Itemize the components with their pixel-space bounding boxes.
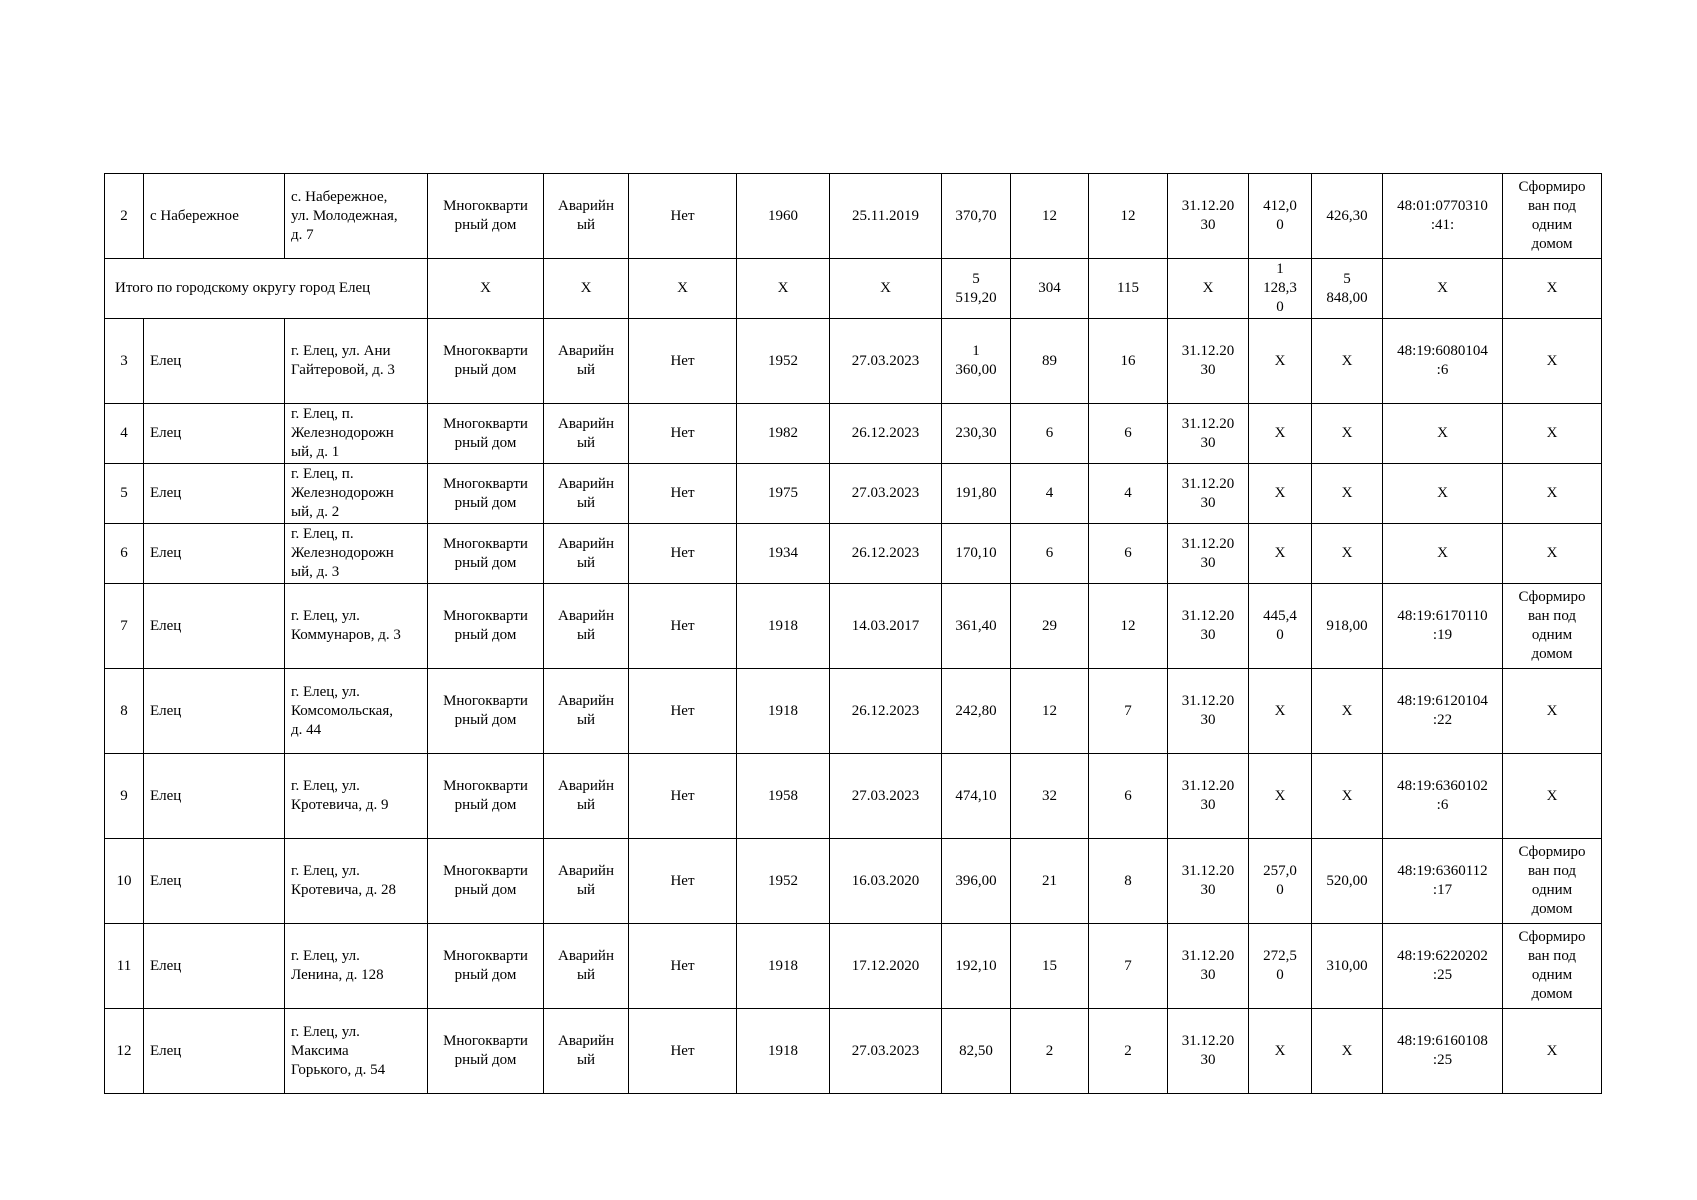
row-number: 10: [105, 839, 144, 924]
table-row: [105, 404, 1602, 464]
settlement-name: Елец: [144, 839, 285, 924]
build-year: 1918: [737, 924, 830, 1009]
rooms-count: 16: [1089, 319, 1168, 404]
total-building-condition: Х: [544, 259, 629, 319]
residents-count: 12: [1011, 669, 1089, 754]
build-year: 1918: [737, 669, 830, 754]
cadastral-number: 48:19:6170110 :19: [1383, 584, 1503, 669]
settlement-name: Елец: [144, 1009, 285, 1094]
recognition-date: 26.12.2023: [830, 524, 942, 584]
building-condition: Аварийн ый: [544, 839, 629, 924]
land-area: Х: [1249, 669, 1312, 754]
rooms-count: 12: [1089, 174, 1168, 259]
other-status: Нет: [629, 464, 737, 524]
residents-count: 12: [1011, 174, 1089, 259]
land-status: Сформиро ван под одним домом: [1503, 174, 1602, 259]
land-total: 310,00: [1312, 924, 1383, 1009]
rooms-count: 6: [1089, 524, 1168, 584]
resettlement-deadline: 31.12.20 30: [1168, 404, 1249, 464]
cadastral-number: Х: [1383, 404, 1503, 464]
land-total: Х: [1312, 669, 1383, 754]
land-total: Х: [1312, 464, 1383, 524]
total-residents-count: 304: [1011, 259, 1089, 319]
table-row: [105, 669, 1602, 754]
land-area: Х: [1249, 524, 1312, 584]
residents-count: 2: [1011, 1009, 1089, 1094]
rooms-count: 6: [1089, 404, 1168, 464]
building-condition: Аварийн ый: [544, 524, 629, 584]
building-type: Многокварти рный дом: [428, 524, 544, 584]
settlement-name: Елец: [144, 584, 285, 669]
residents-count: 32: [1011, 754, 1089, 839]
land-status: Х: [1503, 1009, 1602, 1094]
rooms-count: 4: [1089, 464, 1168, 524]
build-year: 1934: [737, 524, 830, 584]
settlement-name: Елец: [144, 669, 285, 754]
area: 82,50: [942, 1009, 1011, 1094]
address: г. Елец, ул. Ани Гайтеровой, д. 3: [285, 319, 428, 404]
build-year: 1958: [737, 754, 830, 839]
residents-count: 21: [1011, 839, 1089, 924]
building-condition: Аварийн ый: [544, 174, 629, 259]
other-status: Нет: [629, 669, 737, 754]
land-area: Х: [1249, 319, 1312, 404]
table-row: [105, 174, 1602, 259]
land-area: Х: [1249, 404, 1312, 464]
building-type: Многокварти рный дом: [428, 1009, 544, 1094]
land-area: 272,5 0: [1249, 924, 1312, 1009]
recognition-date: 26.12.2023: [830, 669, 942, 754]
building-condition: Аварийн ый: [544, 464, 629, 524]
building-type: Многокварти рный дом: [428, 174, 544, 259]
row-number: 7: [105, 584, 144, 669]
total-cadastral-number: Х: [1383, 259, 1503, 319]
rooms-count: 2: [1089, 1009, 1168, 1094]
row-number: 5: [105, 464, 144, 524]
land-area: 257,0 0: [1249, 839, 1312, 924]
recognition-date: 27.03.2023: [830, 319, 942, 404]
table-row: [105, 754, 1602, 839]
land-status: Х: [1503, 524, 1602, 584]
building-type: Многокварти рный дом: [428, 464, 544, 524]
residents-count: 89: [1011, 319, 1089, 404]
address: г. Елец, ул. Кротевича, д. 9: [285, 754, 428, 839]
area: 242,80: [942, 669, 1011, 754]
cadastral-number: 48:01:0770310 :41:: [1383, 174, 1503, 259]
land-status: Х: [1503, 319, 1602, 404]
area: 170,10: [942, 524, 1011, 584]
table-row: [105, 584, 1602, 669]
area: 1 360,00: [942, 319, 1011, 404]
address: г. Елец, ул. Кротевича, д. 28: [285, 839, 428, 924]
settlement-name: Елец: [144, 464, 285, 524]
building-type: Многокварти рный дом: [428, 584, 544, 669]
land-status: Х: [1503, 404, 1602, 464]
land-status: Сформиро ван под одним домом: [1503, 839, 1602, 924]
address: г. Елец, ул. Максима Горького, д. 54: [285, 1009, 428, 1094]
land-total: Х: [1312, 754, 1383, 839]
row-number: 4: [105, 404, 144, 464]
land-total: 520,00: [1312, 839, 1383, 924]
land-total: Х: [1312, 404, 1383, 464]
row-number: 8: [105, 669, 144, 754]
total-recognition-date: Х: [830, 259, 942, 319]
land-status: Сформиро ван под одним домом: [1503, 584, 1602, 669]
other-status: Нет: [629, 524, 737, 584]
build-year: 1918: [737, 584, 830, 669]
build-year: 1952: [737, 839, 830, 924]
housing-table: [104, 173, 1602, 1094]
area: 192,10: [942, 924, 1011, 1009]
land-status: Х: [1503, 754, 1602, 839]
cadastral-number: Х: [1383, 524, 1503, 584]
land-area: 412,0 0: [1249, 174, 1312, 259]
total-land-area: 1 128,3 0: [1249, 259, 1312, 319]
build-year: 1960: [737, 174, 830, 259]
total-area: 5 519,20: [942, 259, 1011, 319]
row-number: 2: [105, 174, 144, 259]
building-type: Многокварти рный дом: [428, 669, 544, 754]
land-total: Х: [1312, 1009, 1383, 1094]
land-area: Х: [1249, 1009, 1312, 1094]
residents-count: 6: [1011, 404, 1089, 464]
other-status: Нет: [629, 174, 737, 259]
land-total: 918,00: [1312, 584, 1383, 669]
residents-count: 4: [1011, 464, 1089, 524]
area: 396,00: [942, 839, 1011, 924]
build-year: 1918: [737, 1009, 830, 1094]
build-year: 1975: [737, 464, 830, 524]
address: г. Елец, п. Железнодорожн ый, д. 2: [285, 464, 428, 524]
rooms-count: 6: [1089, 754, 1168, 839]
area: 230,30: [942, 404, 1011, 464]
address: г. Елец, ул. Ленина, д. 128: [285, 924, 428, 1009]
land-status: Сформиро ван под одним домом: [1503, 924, 1602, 1009]
settlement-name: Елец: [144, 924, 285, 1009]
cadastral-number: Х: [1383, 464, 1503, 524]
building-type: Многокварти рный дом: [428, 839, 544, 924]
row-number: 11: [105, 924, 144, 1009]
build-year: 1982: [737, 404, 830, 464]
address: с. Набережное, ул. Молодежная, д. 7: [285, 174, 428, 259]
table-row: [105, 839, 1602, 924]
land-total: 426,30: [1312, 174, 1383, 259]
total-build-year: Х: [737, 259, 830, 319]
total-other-status: Х: [629, 259, 737, 319]
area: 361,40: [942, 584, 1011, 669]
resettlement-deadline: 31.12.20 30: [1168, 174, 1249, 259]
recognition-date: 16.03.2020: [830, 839, 942, 924]
row-number: 6: [105, 524, 144, 584]
recognition-date: 27.03.2023: [830, 1009, 942, 1094]
resettlement-deadline: 31.12.20 30: [1168, 669, 1249, 754]
other-status: Нет: [629, 1009, 737, 1094]
land-status: Х: [1503, 464, 1602, 524]
building-condition: Аварийн ый: [544, 669, 629, 754]
land-area: 445,4 0: [1249, 584, 1312, 669]
building-type: Многокварти рный дом: [428, 319, 544, 404]
area: 474,10: [942, 754, 1011, 839]
other-status: Нет: [629, 839, 737, 924]
building-condition: Аварийн ый: [544, 319, 629, 404]
table-body: [105, 174, 1602, 1094]
land-status: Х: [1503, 669, 1602, 754]
total-resettlement-deadline: Х: [1168, 259, 1249, 319]
land-total: Х: [1312, 319, 1383, 404]
other-status: Нет: [629, 584, 737, 669]
address: г. Елец, ул. Коммунаров, д. 3: [285, 584, 428, 669]
resettlement-deadline: 31.12.20 30: [1168, 839, 1249, 924]
table-row: [105, 1009, 1602, 1094]
resettlement-deadline: 31.12.20 30: [1168, 524, 1249, 584]
recognition-date: 26.12.2023: [830, 404, 942, 464]
resettlement-deadline: 31.12.20 30: [1168, 319, 1249, 404]
land-area: Х: [1249, 464, 1312, 524]
table-row: [105, 924, 1602, 1009]
settlement-name: Елец: [144, 404, 285, 464]
total-building-type: Х: [428, 259, 544, 319]
building-type: Многокварти рный дом: [428, 404, 544, 464]
cadastral-number: 48:19:6360102 :6: [1383, 754, 1503, 839]
build-year: 1952: [737, 319, 830, 404]
total-label: Итого по городскому округу город Елец: [105, 259, 428, 319]
building-condition: Аварийн ый: [544, 1009, 629, 1094]
rooms-count: 12: [1089, 584, 1168, 669]
rooms-count: 7: [1089, 669, 1168, 754]
total-land-status: Х: [1503, 259, 1602, 319]
building-condition: Аварийн ый: [544, 754, 629, 839]
residents-count: 6: [1011, 524, 1089, 584]
residents-count: 29: [1011, 584, 1089, 669]
table-row: [105, 464, 1602, 524]
resettlement-deadline: 31.12.20 30: [1168, 464, 1249, 524]
total-row: [105, 259, 1602, 319]
row-number: 12: [105, 1009, 144, 1094]
table-row: [105, 319, 1602, 404]
total-rooms-count: 115: [1089, 259, 1168, 319]
cadastral-number: 48:19:6220202 :25: [1383, 924, 1503, 1009]
rooms-count: 8: [1089, 839, 1168, 924]
building-type: Многокварти рный дом: [428, 754, 544, 839]
building-condition: Аварийн ый: [544, 924, 629, 1009]
settlement-name: Елец: [144, 524, 285, 584]
area: 191,80: [942, 464, 1011, 524]
recognition-date: 17.12.2020: [830, 924, 942, 1009]
address: г. Елец, ул. Комсомольская, д. 44: [285, 669, 428, 754]
row-number: 3: [105, 319, 144, 404]
building-condition: Аварийн ый: [544, 404, 629, 464]
resettlement-deadline: 31.12.20 30: [1168, 754, 1249, 839]
area: 370,70: [942, 174, 1011, 259]
land-total: Х: [1312, 524, 1383, 584]
recognition-date: 14.03.2017: [830, 584, 942, 669]
recognition-date: 25.11.2019: [830, 174, 942, 259]
resettlement-deadline: 31.12.20 30: [1168, 924, 1249, 1009]
rooms-count: 7: [1089, 924, 1168, 1009]
total-land-total: 5 848,00: [1312, 259, 1383, 319]
building-type: Многокварти рный дом: [428, 924, 544, 1009]
table-row: [105, 524, 1602, 584]
other-status: Нет: [629, 924, 737, 1009]
cadastral-number: 48:19:6360112 :17: [1383, 839, 1503, 924]
resettlement-deadline: 31.12.20 30: [1168, 584, 1249, 669]
address: г. Елец, п. Железнодорожн ый, д. 3: [285, 524, 428, 584]
settlement-name: с Набережное: [144, 174, 285, 259]
cadastral-number: 48:19:6160108 :25: [1383, 1009, 1503, 1094]
other-status: Нет: [629, 754, 737, 839]
other-status: Нет: [629, 319, 737, 404]
settlement-name: Елец: [144, 754, 285, 839]
residents-count: 15: [1011, 924, 1089, 1009]
row-number: 9: [105, 754, 144, 839]
cadastral-number: 48:19:6120104 :22: [1383, 669, 1503, 754]
cadastral-number: 48:19:6080104 :6: [1383, 319, 1503, 404]
land-area: Х: [1249, 754, 1312, 839]
building-condition: Аварийн ый: [544, 584, 629, 669]
recognition-date: 27.03.2023: [830, 754, 942, 839]
settlement-name: Елец: [144, 319, 285, 404]
address: г. Елец, п. Железнодорожн ый, д. 1: [285, 404, 428, 464]
other-status: Нет: [629, 404, 737, 464]
recognition-date: 27.03.2023: [830, 464, 942, 524]
resettlement-deadline: 31.12.20 30: [1168, 1009, 1249, 1094]
